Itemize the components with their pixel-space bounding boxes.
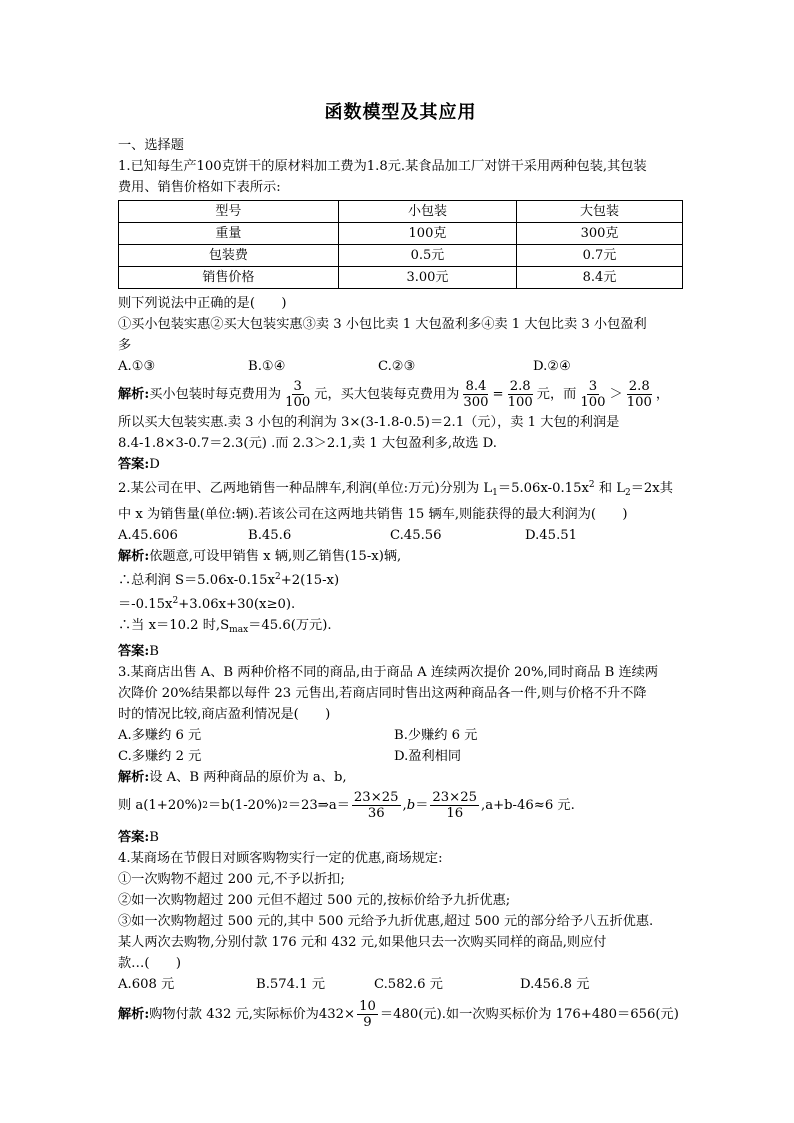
question-2 bbox=[118, 475, 683, 662]
q2-solution-line-3 bbox=[118, 591, 683, 615]
solution-text: 买小包装时每克费用为 bbox=[149, 386, 282, 402]
fraction bbox=[357, 999, 378, 1030]
q4-stem-line-5: 某人两次去购物,分别付款 176 元和 432 元,如果他只去一次购买同样的商品,则应付 bbox=[118, 935, 607, 950]
q1-solution-line-1 bbox=[118, 379, 669, 410]
fraction-denominator: 100 bbox=[285, 395, 311, 410]
solution-label: 解析: bbox=[118, 549, 150, 564]
table-header-row bbox=[119, 201, 683, 223]
q3-stem-line-2: 次降价 20%结果都以每件 23 元售出,若商店同时售出这两种商品各一件,则与价格不升不降 bbox=[118, 686, 647, 701]
page-title: 函数模型及其应用 bbox=[324, 102, 477, 123]
q2-stem-line-1 bbox=[118, 475, 683, 504]
table-row bbox=[119, 245, 683, 267]
answer-value: D bbox=[149, 457, 160, 472]
solution-text: +2(15-x) bbox=[280, 573, 340, 588]
answer-value: B bbox=[149, 644, 159, 659]
superscript: 2 bbox=[202, 800, 209, 811]
fraction-denominator: 100 bbox=[507, 395, 533, 410]
fraction-numerator: 23×25 bbox=[353, 790, 399, 805]
table-cell: 0.5元 bbox=[338, 245, 516, 267]
section-heading: 一、选择题 bbox=[118, 138, 184, 153]
q3-answer bbox=[118, 827, 683, 848]
table-cell: 8.4元 bbox=[517, 267, 683, 289]
q4-rule-2: ②如一次购物超过 200 元但不超过 500 元的,按标价给予九折优惠; bbox=[118, 893, 511, 908]
q1-items-line-1: ①买小包装实惠②买大包装实惠③卖 3 小包比卖 1 大包盈利多④卖 1 大包比卖 3 小包盈利 bbox=[118, 317, 647, 332]
q4-rule-3: ③如一次购物超过 500 元的,其中 500 元给予九折优惠,超过 500 元的部分给予八五折优惠. bbox=[118, 914, 654, 929]
superscript: 2 bbox=[282, 800, 288, 811]
option-c[interactable]: C.②③ bbox=[378, 359, 416, 374]
q1-options bbox=[118, 356, 683, 377]
q4-options bbox=[118, 974, 683, 995]
q1-solution-line-2: 所以买大包装实惠.卖 3 小包的利润为 3×(3-1.8-0.5)＝2.1（元），卖 1 大包的利润是 bbox=[118, 415, 620, 430]
subscript: 1 bbox=[492, 488, 498, 498]
q3-solution-line-2 bbox=[118, 790, 575, 821]
solution-text: 元，买大包装每克费用为 bbox=[314, 386, 460, 402]
solution-text: ＝480(元) bbox=[379, 1006, 442, 1022]
solution-label: 解析: bbox=[118, 1006, 150, 1022]
q2-solution-line-4 bbox=[118, 615, 683, 641]
q1-stem-line-1: 1.已知每生产100克饼干的原材料加工费为1.8元.某食品加工厂对饼干采用两种包装,其包装 bbox=[118, 159, 647, 174]
fraction bbox=[506, 379, 535, 410]
q2-stem-line-2: 中 x 为销售量(单位:辆).若该公司在这两地共销售 15 辆车,则能获得的最大利润为( ) bbox=[118, 507, 628, 522]
q3-stem-line-1: 3.某商店出售 A、B 两种价格不同的商品,由于商品 A 连续两次提价 20%,同时商品 B 连续两 bbox=[118, 665, 659, 680]
option-d[interactable]: D.456.8 元 bbox=[520, 977, 590, 992]
solution-text: ＝45.6(万元). bbox=[248, 618, 332, 633]
option-b[interactable]: B.574.1 元 bbox=[256, 977, 326, 992]
fraction-numerator: 2.8 bbox=[628, 379, 650, 394]
table-cell: 销售价格 bbox=[119, 267, 339, 289]
table-row bbox=[119, 267, 683, 289]
q1-solution-line-3: 8.4-1.8×3-0.7＝2.3(元) .而 2.3＞2.1,卖 1 大包盈利多,故选 D. bbox=[118, 436, 497, 451]
fraction bbox=[352, 790, 401, 821]
subscript: max bbox=[229, 625, 249, 635]
document-page bbox=[118, 100, 683, 1034]
q4-rule-1: ①一次购物不超过 200 元,不予以折扣; bbox=[118, 872, 345, 887]
fraction-denominator: 100 bbox=[626, 395, 652, 410]
fraction bbox=[283, 379, 312, 410]
question-4 bbox=[118, 848, 683, 1034]
fraction-numerator: 3 bbox=[293, 379, 302, 394]
q4-stem-line-6: 款…( ) bbox=[118, 956, 182, 971]
option-b[interactable]: B.少赚约 6 元 bbox=[394, 728, 478, 743]
solution-text: ∴当 x＝10.2 时,S bbox=[118, 618, 230, 633]
option-d[interactable]: D.②④ bbox=[533, 359, 571, 374]
superscript: 2 bbox=[588, 480, 595, 490]
fraction-denominator: 300 bbox=[463, 395, 489, 410]
option-b[interactable]: B.①④ bbox=[248, 359, 286, 374]
solution-text: 设 A、B 两种商品的原价为 a、b, bbox=[149, 770, 347, 785]
option-a[interactable]: A.①③ bbox=[118, 359, 156, 374]
answer-value: B bbox=[149, 830, 159, 845]
solution-text: ∴总利润 S＝5.06x-0.15x bbox=[118, 573, 275, 588]
fraction bbox=[578, 379, 607, 410]
fraction-numerator: 3 bbox=[588, 379, 598, 394]
fraction bbox=[430, 790, 479, 821]
solution-text: 则 a(1+20%) bbox=[118, 797, 203, 813]
question-3 bbox=[118, 662, 683, 848]
table-cell: 重量 bbox=[119, 223, 339, 245]
greater-than-sign: ＞ bbox=[609, 386, 623, 402]
option-d[interactable]: D.45.51 bbox=[525, 528, 578, 543]
q2-options bbox=[118, 525, 683, 546]
equals-sign: ＝ bbox=[415, 797, 429, 813]
solution-text: ＝-0.15x bbox=[118, 597, 173, 612]
solution-label: 解析: bbox=[118, 770, 150, 785]
stem-text: ＝2x其 bbox=[630, 481, 673, 496]
answer-label: 答案: bbox=[118, 457, 150, 472]
q1-items-line-2: 多 bbox=[118, 338, 132, 353]
solution-text: ,a+b-46≈6 元. bbox=[481, 797, 575, 813]
q3-solution-line-1 bbox=[118, 767, 683, 788]
subscript: 2 bbox=[624, 488, 631, 498]
table-cell: 100克 bbox=[338, 223, 516, 245]
table-header-cell: 大包装 bbox=[517, 201, 683, 223]
fraction-numerator: 8.4 bbox=[465, 379, 487, 394]
option-c[interactable]: C.45.56 bbox=[390, 528, 442, 543]
solution-text: 432× bbox=[318, 1006, 356, 1022]
option-c[interactable]: C.582.6 元 bbox=[374, 977, 443, 992]
superscript: 2 bbox=[275, 572, 281, 582]
q3-stem-line-3: 时的情况比较,商店盈利情况是( ) bbox=[118, 707, 331, 722]
q1-stem-line-2: 费用、销售价格如下表所示: bbox=[118, 180, 281, 195]
solution-text: , bbox=[402, 797, 407, 813]
option-a[interactable]: A.多赚约 6 元 bbox=[118, 728, 202, 743]
fraction-numerator: 2.8 bbox=[509, 379, 531, 394]
option-d[interactable]: D.盈利相同 bbox=[394, 749, 462, 764]
option-a[interactable]: A.45.606 bbox=[118, 528, 178, 543]
solution-text: 购物付款 432 元,实际标价为 bbox=[149, 1006, 319, 1022]
fraction-denominator: 16 bbox=[446, 806, 464, 821]
table-cell: 3.00元 bbox=[338, 267, 516, 289]
table-cell: 300克 bbox=[517, 223, 683, 245]
question-1 bbox=[118, 156, 683, 475]
answer-label: 答案: bbox=[118, 830, 150, 845]
fraction-denominator: 100 bbox=[580, 395, 606, 410]
fraction bbox=[625, 379, 654, 410]
table-row bbox=[119, 223, 683, 245]
superscript: 2 bbox=[172, 596, 179, 606]
variable-b: b bbox=[406, 797, 416, 813]
table-cell: 包装费 bbox=[119, 245, 339, 267]
q2-solution-line-2 bbox=[118, 567, 683, 591]
equals-sign: = bbox=[492, 386, 504, 402]
q2-answer bbox=[118, 641, 683, 662]
q4-solution-line-1 bbox=[118, 999, 679, 1030]
option-a[interactable]: A.608 元 bbox=[118, 977, 175, 992]
solution-text: 依题意,可设甲销售 x 辆,则乙销售(15-x)辆, bbox=[149, 549, 402, 564]
q3-options-row-2 bbox=[118, 746, 683, 767]
table-header-cell: 小包装 bbox=[338, 201, 516, 223]
solution-text: .如一次购买标价为 176+480＝656(元) bbox=[441, 1006, 679, 1022]
option-c[interactable]: C.多赚约 2 元 bbox=[118, 749, 202, 764]
solution-text: ＝23⇒a＝ bbox=[287, 797, 350, 813]
stem-text: 和 L bbox=[594, 481, 625, 496]
fraction bbox=[461, 379, 490, 410]
solution-label: 解析: bbox=[118, 386, 150, 402]
option-b[interactable]: B.45.6 bbox=[248, 528, 292, 543]
q1-answer bbox=[118, 454, 683, 475]
table-header-cell: 型号 bbox=[119, 201, 339, 223]
fraction-denominator: 9 bbox=[363, 1015, 372, 1030]
q4-stem-line-1: 4.某商场在节假日对顾客购物实行一定的优惠,商场规定: bbox=[118, 851, 443, 866]
q3-options-row-1 bbox=[118, 725, 683, 746]
package-table bbox=[118, 200, 683, 289]
solution-text: +3.06x+30(x≥0). bbox=[178, 597, 296, 612]
solution-text: ， bbox=[655, 386, 670, 402]
solution-text: ＝b(1-20%) bbox=[208, 797, 283, 813]
answer-label: 答案: bbox=[118, 644, 150, 659]
stem-text: ＝5.06x-0.15x bbox=[497, 481, 589, 496]
fraction-denominator: 36 bbox=[367, 806, 385, 821]
fraction-numerator: 10 bbox=[359, 999, 376, 1014]
table-cell: 0.7元 bbox=[517, 245, 683, 267]
fraction-numerator: 23×25 bbox=[432, 790, 478, 805]
q1-ask: 则下列说法中正确的是( ) bbox=[118, 296, 287, 311]
solution-text: 元，而 bbox=[536, 386, 577, 402]
q2-solution-line-1 bbox=[118, 546, 683, 567]
stem-text: 2.某公司在甲、乙两地销售一种品牌车,利润(单位:万元)分别为 L bbox=[118, 481, 493, 496]
